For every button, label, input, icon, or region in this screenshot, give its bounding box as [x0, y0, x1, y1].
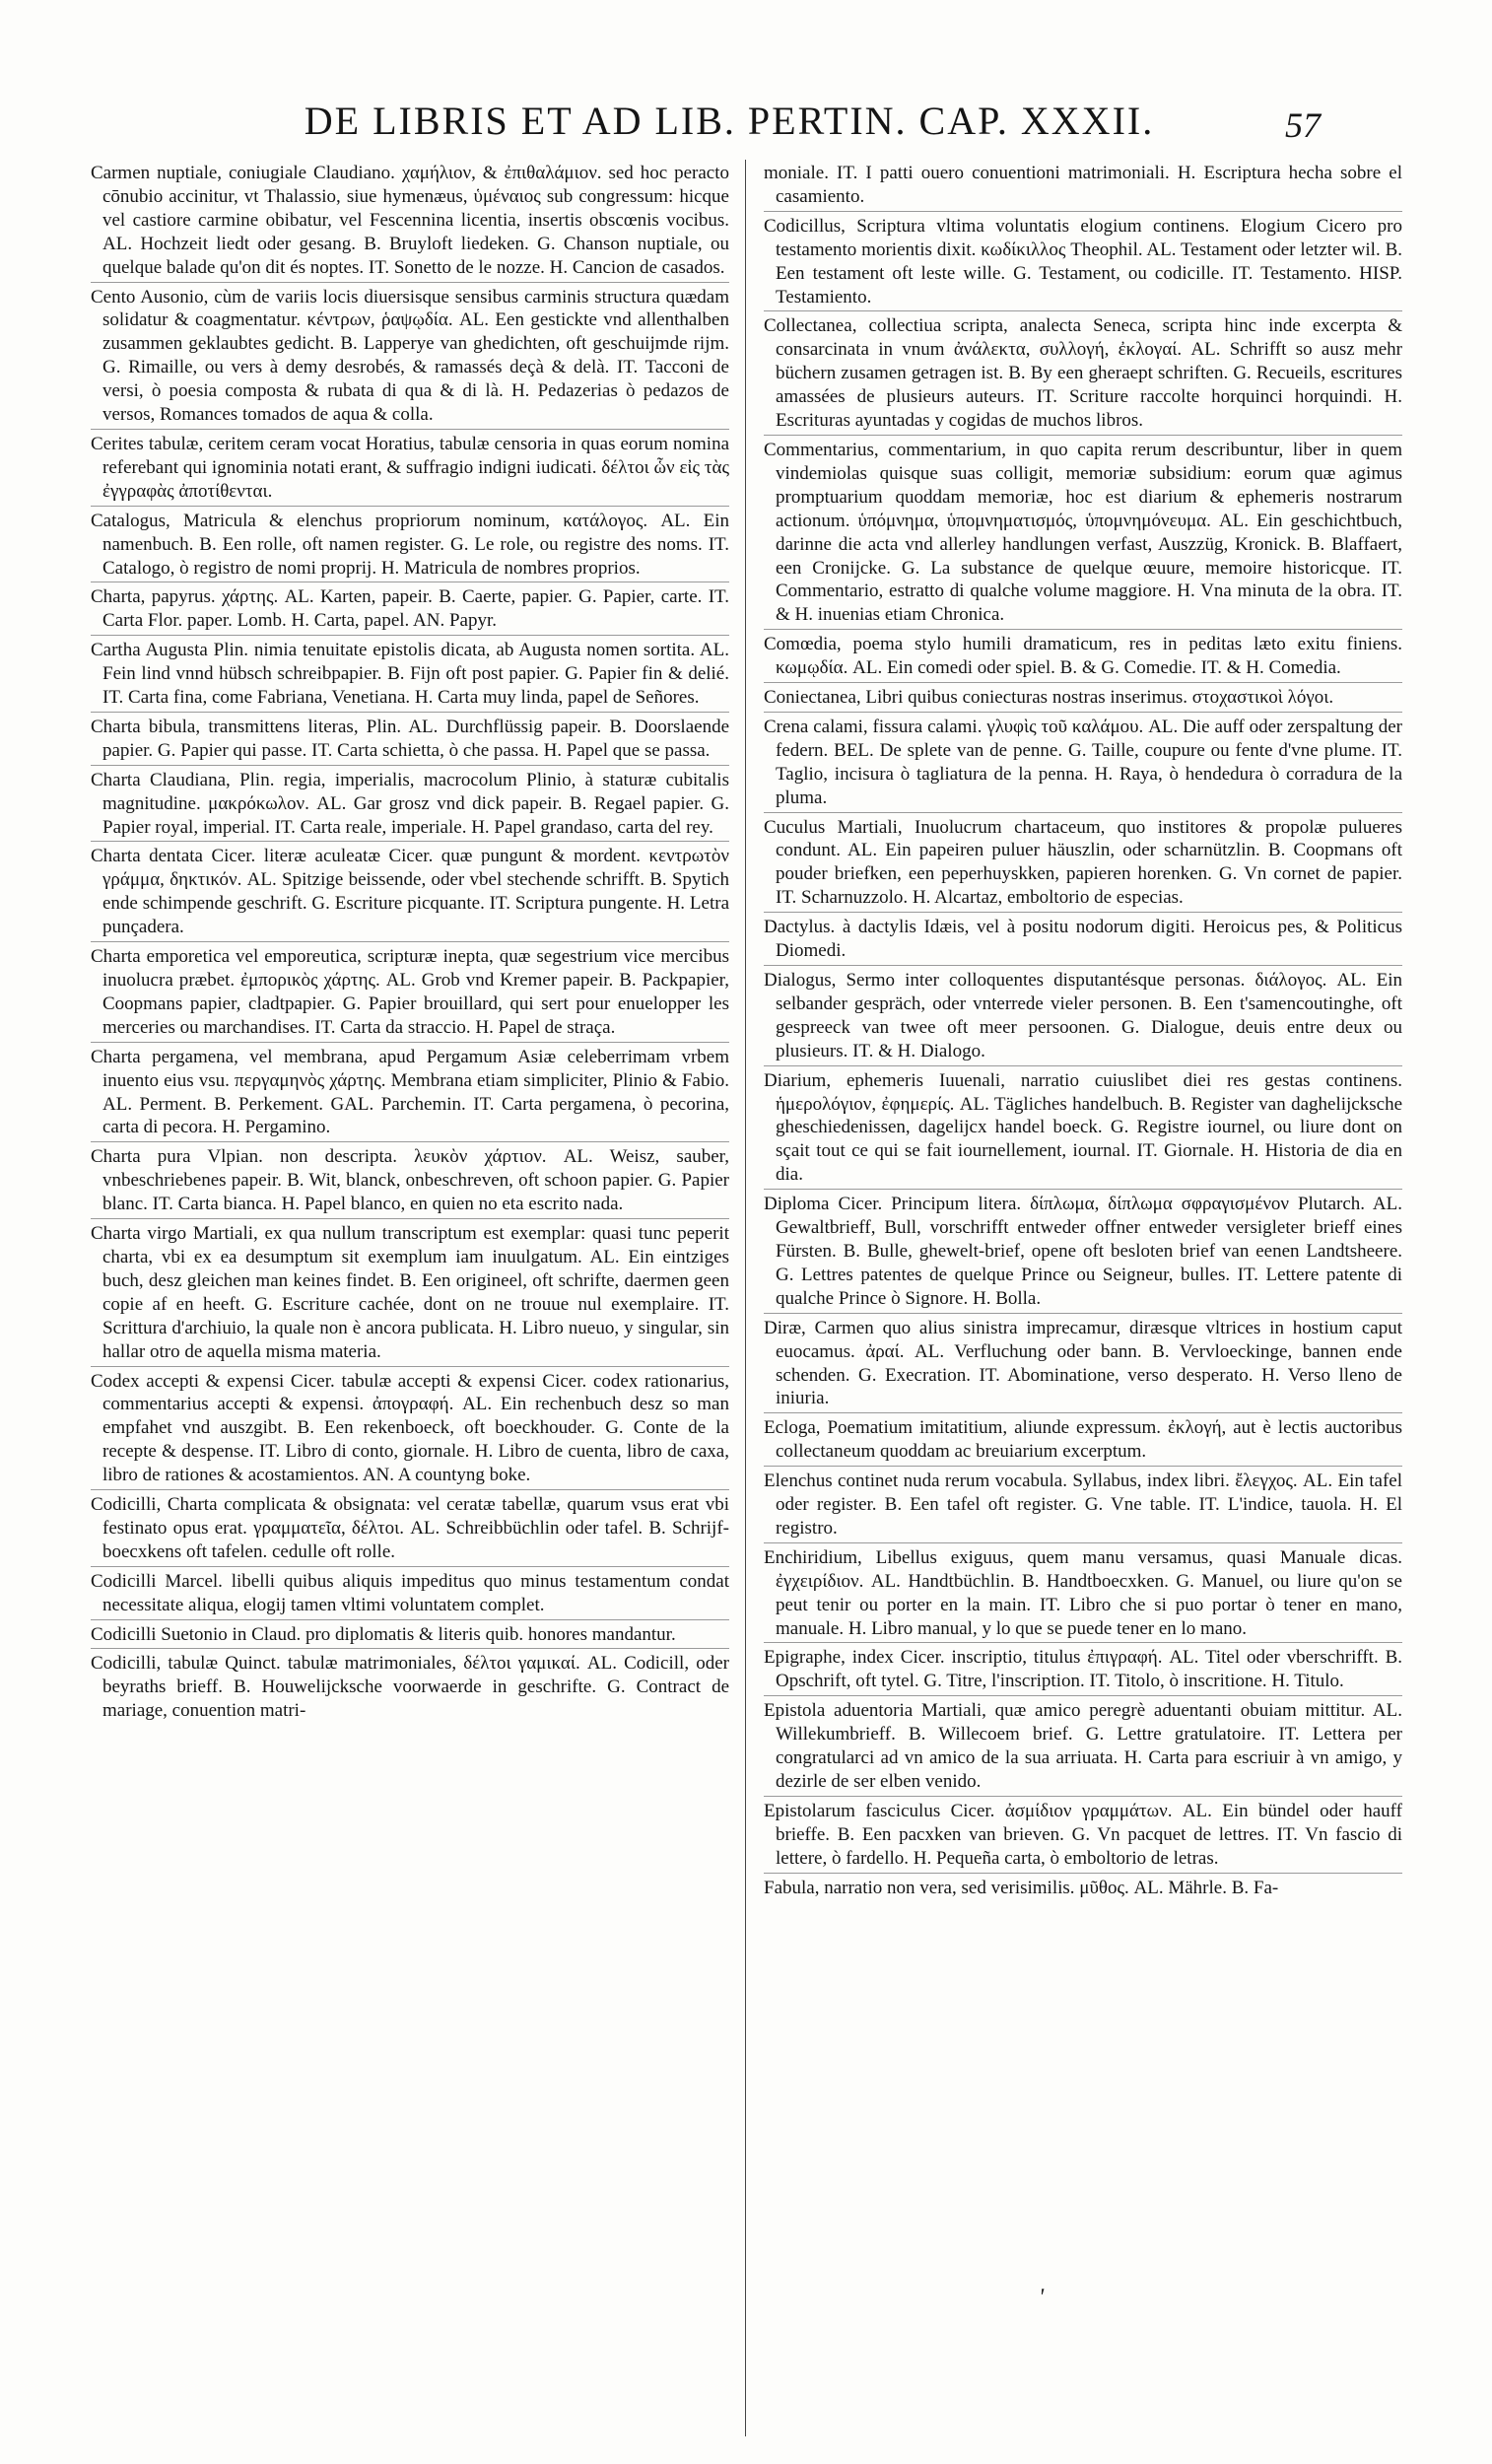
dictionary-entry	[91, 433, 729, 507]
dictionary-entry	[764, 1470, 1402, 1543]
dictionary-entry	[764, 1877, 1402, 1902]
dictionary-entry	[91, 1145, 729, 1219]
entry-definition: , transmittens literas, Plin. AL. Durchflüssig papeir. B. Doorslaende papier. G. Papier qui passe. IT. Carta schietta, ò che passa. H. Papel que se passa.	[102, 716, 730, 761]
entry-headword: Ecloga	[764, 1417, 816, 1439]
entry-headword: Charta, papyrus.	[91, 586, 216, 608]
entry-definition: Martiali, quæ amico peregrè aduentanti obuiam mittitur. AL. Willekumbrieff. B. Willecoem brief. G. Lettre gratulatoire. IT. Lettera per congratularci ad vn amico de la sua arriuata. H. Carta para escriuir à vn amigo, y dezirle de ser elben venido.	[776, 1700, 1402, 1792]
dictionary-entry	[91, 510, 729, 583]
dictionary-entry	[91, 585, 729, 636]
dictionary-entry	[91, 845, 729, 942]
dictionary-entry	[764, 215, 1402, 312]
entry-definition: , Carmen quo alius sinistra imprecamur, diræsque vltrices in hostium caput euocamus. ἀραί. AL. Verfluchung oder bann. B. Vervloeckinge, bannen ende schenden. G. Execration. IT. Abominatione, verso desperato. H. Verso lleno de iniuria.	[776, 1317, 1402, 1409]
dictionary-entry	[91, 1370, 729, 1491]
entry-definition: , ephemeris Iuuenali, narratio cuiuslibet diei res gestas continens. ἡμερολόγιον, ἐφημερίς. AL. Tägliches handelbuch. B. Register van daghelijcksche gheschiedenissen, dagelijcx handel boeck. G. Registre iournel, ou liure dont on sçait tout ce qui se fait iournellement, iournal. IT. Giornale. H. Historia de dia en dia.	[776, 1069, 1402, 1186]
entry-definition: , Charta complicata & obsignata: vel ceratæ tabellæ, quarum vsus erat vbi festinato opus erat. γραμματεῖα, δέλτοι. AL. Schreibbüchlin oder tafel. B. Schrijf-boecxkens oft tafelen. cedulle oft rolle.	[102, 1494, 729, 1562]
entry-headword: Charta virgo	[91, 1223, 187, 1245]
entry-headword: Epigraphe	[764, 1647, 842, 1669]
entry-headword: Dialogus	[764, 970, 832, 991]
entry-definition: , vel membrana, apud Pergamum Asiæ celeberrimam vrbem inuento eius vsu. περγαμηνὸς χάρτης. Membrana etiam simpliciter, Plinio & Fabio. AL. Perment. B. Perkement. GAL. Parchemin. IT. Carta pergamena, ò pecorina, carta di pecora. H. Pergamino.	[102, 1046, 730, 1138]
dictionary-entry	[91, 1623, 729, 1650]
entry-headword: Codicilli	[91, 1494, 157, 1516]
entry-headword: Charta dentata	[91, 846, 203, 867]
entry-headword: Diarium	[764, 1069, 827, 1091]
entry-headword: Collectanea	[764, 315, 852, 337]
dictionary-entry	[764, 1416, 1402, 1467]
entry-headword: Codicilli	[91, 1570, 157, 1592]
dictionary-entry	[764, 1646, 1402, 1696]
entry-definition: Marcel. libelli quibus aliquis impeditus quo minus testamentum condat necessitate aliqua, elogij tamen vltimi voluntatem complet.	[102, 1570, 729, 1615]
entry-headword: Charta pura	[91, 1146, 191, 1168]
entry-headword: Cerites tabulæ	[91, 433, 199, 454]
entry-definition: Cicer. literæ aculeatæ Cicer. quæ pungunt & mordent. κεντρωτὸν γράμμα, δηκτικόν. AL. Spitzige beissende, oder vbel stechende schrifft. B. Spytich ende schimpende geschrift. G. Escriture picquante. IT. Scriptura pungente. H. Letra punçadera.	[102, 846, 729, 938]
entry-headword: Dactylus	[764, 917, 831, 938]
entry-headword: Cuculus	[764, 816, 826, 838]
dictionary-entry	[764, 816, 1402, 914]
entry-definition: . à dactylis Idæis, vel à positu nodorum digiti. Heroicus pes, & Politicus Diomedi.	[776, 917, 1402, 962]
entry-definition: Vlpian. non descripta. λευκὸν χάρτιον. AL. Weisz, sauber, vnbeschriebenes papeir. B. Wit, blanck, onbeschreven, oft schoon papier. G. Papier blanc. IT. Carta bianca. H. Papel blanco, en quien no eta escrito nada.	[102, 1146, 730, 1215]
entry-definition: , commentarium, in quo capita rerum describuntur, liber in quem vindemiolas quisque suas colligit, memoriæ subsidium: eorum quæ agimus promptuarium quoddam memoriæ, hoc est diarium & ephemeris nostrarum actionum. ὑπόμνημα, ὑπομνηματισμός, ὑπομνημόνευμα. AL. Ein geschichtbuch, darinne die acta vnd allerley handlungen verfast, Auszzüg, Kronick. B. Blaffaert, een Cronijcke. G. La substance de quelque œuure, memoire historicque. IT. Commentario, estratto di qualche volume maggiore. H. Vna minuta de la obra. IT. & H. inuenias etiam Chronica.	[776, 439, 1402, 626]
entry-definition: , fissura calami. γλυφὶς τοῦ καλάμου. AL. Die auff oder zerspaltung der federn. BEL. De splete van de penne. G. Taille, coupure ou fente d'vne plume. IT. Taglio, incisura ò tagliatura de la penna. H. Raya, ò hendedura ò corradura de la pluma.	[776, 716, 1402, 808]
dictionary-entry	[764, 1317, 1402, 1414]
entry-definition: χάρτης. AL. Karten, papeir. B. Caerte, papier. G. Papier, carte. IT. Carta Flor. paper. Lomb. H. Carta, papel. AN. Papyr.	[102, 586, 729, 632]
entry-headword: Coniectanea	[764, 687, 856, 709]
entry-headword: Codicillus	[764, 215, 842, 237]
entry-headword: Charta emporetica	[91, 946, 231, 968]
left-column	[91, 162, 729, 1728]
entry-headword: Cento	[91, 286, 136, 308]
entry-definition: , Libri quibus coniecturas nostras inserimus. στοχαστικοὶ λόγοι.	[855, 687, 1334, 709]
entry-definition: Cicer. ἀσμίδιον γραμμάτων. AL. Ein bündel oder hauff brieffe. B. Een pacxken van brieven. G. Vn pacquet de lettres. IT. Vn fascio di lettere, ò fardello. H. Pequeña carta, ò emboltorio de letras.	[776, 1800, 1402, 1869]
entry-headword: Catalogus	[91, 510, 166, 531]
entry-headword: Epistolarum fasciculus	[764, 1800, 941, 1821]
dictionary-entry	[91, 1493, 729, 1567]
entry-definition: , narratio non vera, sed verisimilis. μῦθος. AL. Mährle. B. Fa-	[814, 1877, 1279, 1898]
column-divider	[745, 160, 746, 2436]
dictionary-entry	[91, 716, 729, 766]
entry-definition: , collectiua scripta, analecta Seneca, scripta hinc inde excerpta & consarcinata in vnum ἀνάλεκτα, συλλογή, ἐκλογαί. AL. Schrifft so ausz mehr büchern zusamen getragen ist. B. By een gheraept schriften. G. Recueils, escritures amassées de plusieurs auteurs. IT. Scriture raccolte horquinci horquindi. H. Escrituras ayuntadas y cogidas de muchos libros.	[776, 315, 1402, 432]
dictionary-entry	[91, 639, 729, 713]
entry-headword: Carmen nuptiale, coniugiale	[91, 163, 307, 183]
entry-headword: Diræ	[764, 1317, 801, 1338]
entry-definition: continet nuda rerum vocabula. Syllabus, index libri. ἔλεγχος. AL. Ein tafel oder register. B. Een tafel oft register. G. Vne table. IT. L'indice, tauola. H. El registro.	[776, 1471, 1402, 1539]
entry-definition: Plin. nimia tenuitate epistolis dicata, ab Augusta nomen sortita. AL. Fein lind vnnd hübsch schreibpapier. B. Fijn oft post papier. G. Papier fin & delié. IT. Carta fina, come Fabriana, Venetiana. H. Carta muy linda, papel de Señores.	[102, 640, 729, 709]
dictionary-entry	[764, 716, 1402, 813]
dictionary-entry	[91, 162, 729, 283]
dictionary-entry	[91, 1222, 729, 1366]
entry-headword: Enchiridium	[764, 1546, 857, 1568]
entry-headword: Elenchus	[764, 1471, 833, 1492]
running-title: DE LIBRIS ET AD LIB. PERTIN. CAP. XXXII.	[304, 99, 1155, 143]
entry-definition: Cicer. Principum litera. δίπλωμα, δίπλωμα σφραγισμένον Plutarch. AL. Gewaltbrieff, Bull, vorschrifft entweder offner entweder versigleter brieff eines Fürsten. B. Bulle, ghewelt-brief, opene oft besloten brief van eenen Landtsheere. G. Lettres patentes de quelque Prince ou Seigneur, bulles. IT. Lettere patente di qualche Prince ò Signore. H. Bolla.	[776, 1194, 1402, 1309]
dictionary-entry	[764, 439, 1402, 630]
dictionary-entry	[764, 686, 1402, 713]
dictionary-entry	[764, 1699, 1402, 1797]
entry-definition: , Sermo inter colloquentes disputantésque personas. διάλογος. AL. Ein selbander gespräch, oder vnterrede vieler personen. B. Een t'samencoutinghe, oft gespreeck van twee oft meer persoonen. G. Dialogue, deuis entre deux ou plusieurs. IT. & H. Dialogo.	[776, 970, 1402, 1061]
dictionary-entry	[764, 969, 1402, 1066]
dictionary-entry	[764, 1546, 1402, 1644]
ink-mark: ʹ	[1039, 2285, 1045, 2310]
entry-headword: Charta pergamena	[91, 1046, 235, 1067]
entry-definition: , ceritem ceram vocat Horatius, tabulæ censoria in quas eorum nomina referebant qui ignominia notati erant, & suffragio indigni iudicati. δέλτοι ὧν εἰς τὰς ἐγγραφὰς ἀποτίθενται.	[102, 433, 730, 502]
entry-definition: , Scriptura vltima voluntatis elogium continens. Elogium Cicero pro testamento morientis dixit. κωδίκιλλος Theophil. AL. Testament oder letzter wil. B. Een testament oft leste wille. G. Testament, ou codicille. IT. Testamento. HISP. Testamiento.	[776, 215, 1402, 308]
dictionary-entry	[91, 286, 729, 430]
entry-headword: Charta Claudiana	[91, 769, 226, 790]
entry-headword: Diploma	[764, 1194, 830, 1215]
entry-definition: , index Cicer. inscriptio, titulus ἐπιγραφή. AL. Titel oder vberschrifft. B. Opschrift, oft tytel. G. Titre, l'inscription. IT. Titolo, ò inscritione. H. Titulo.	[776, 1647, 1402, 1692]
entry-definition: , Libellus exiguus, quem manu versamus, quasi Manuale dicas. ἐγχειρίδιον. AL. Handtbüchlin. B. Handtboecxken. G. Manuel, ou liure qu'on se peut tenir ou porter en la main. IT. Libro che si puo portar ò tener en mano, manuale. H. Libro manual, y lo que se puede tener en lo mano.	[776, 1546, 1402, 1639]
dictionary-entry	[91, 1570, 729, 1620]
entry-definition: Suetonio in Claud. pro diplomatis & literis quib. honores mandantur.	[156, 1623, 676, 1645]
entry-headword: Codicilli	[91, 1623, 157, 1645]
entry-definition: vel emporeutica, scripturæ inepta, quæ segestrium vice mercibus inuolucra præbet. ἐμπορικὸς χάρτης. AL. Grob vnd Kremer papeir. B. Packpapier, Coopmans papier, cladtpapier. G. Papier brouillard, qui sert pour enuelopper les merceries ou marchandises. IT. Carta da straccio. H. Papel de straça.	[102, 946, 730, 1038]
dictionary-entry	[91, 1046, 729, 1143]
dictionary-entry	[764, 1193, 1402, 1314]
entry-definition: Martiali, ex qua nullum transcriptum est exemplar: quasi tunc peperit charta, vbi ex ea desumptum sit exemplum iam inuulgatum. AL. Ein eintziges buch, desz gleichen man keines findet. B. Een origineel, oft schrifte, daermen geen copie af en heeft. G. Escriture cachée, dont on ne trouue nul exemplaire. IT. Scrittura d'archiuio, la quale non è ancora publicata. H. Libro nueuo, y singular, sin hallar otro de aquella misma materia.	[102, 1223, 729, 1362]
dictionary-entry	[764, 314, 1402, 436]
entry-definition: , tabulæ Quinct. tabulæ matrimoniales, δέλτοι γαμικαί. AL. Codicill, oder beyraths brieff. B. Houwelijcksche voorwaerde in geschrifte. G. Contract de mariage, conuention matri-	[102, 1653, 729, 1722]
entry-definition: Ausonio, cùm de variis locis diuersisque sensibus carminis structura quædam solidatur & coagmentatur. κέντρων, ῥαψῳδία. AL. Een gestickte vnd allenthalben zusammen geklaubtes gedicht. B. Lapperye van ghedichten, oft geschuijmde rijm. G. Rimaille, ou vers à demy desrobés, & ramassés deçà & delà. IT. Tacconi de versi, ò poesia composta & rubata di qua & di là. H. Pedazerias ò pedazos de versos, Romances tomados de aqua & colla.	[102, 286, 729, 426]
entry-definition: , Plin. regia, imperialis, macrocolum Plinio, à staturæ cubitalis magnitudine. μακρόκωλον. AL. Gar grosz vnd dick papeir. B. Regael papier. G. Papier royal, imperial. IT. Carta reale, imperiale. H. Papel grandaso, carta del rey.	[102, 769, 729, 838]
right-column	[764, 162, 1402, 1905]
entry-headword: Crena calami	[764, 716, 863, 737]
entry-definition: Claudiano. χαμήλιον, & ἐπιθαλάμιον. sed hoc peracto cōnubio accinitur, vt Thalassio, siue hymenæus, ὑμέναιος sub congressum: hicque vel castiore carmine obibatur, vel Fescennina licentia, insertis obscœnis vocibus. AL. Hochzeit liedt oder gesang. B. Bruyloft liedeken. G. Chanson nuptiale, ou quelque balade qu'on dit és noptes. IT. Sonetto de le nozze. H. Cancion de casados.	[102, 163, 729, 278]
entry-headword: Codicilli	[91, 1653, 157, 1675]
entry-definition: , Poematium imitatitium, aliunde expressum. ἐκλογή, aut è lectis auctoribus collectaneum quoddam ac breuiarium excerptum.	[776, 1417, 1402, 1463]
entry-headword: Fabula	[764, 1877, 815, 1898]
dictionary-entry	[764, 633, 1402, 683]
page-number: 57	[1285, 105, 1321, 145]
entry-headword: Commentarius	[764, 439, 874, 460]
dictionary-entry	[764, 916, 1402, 966]
entry-headword: Charta bibula	[91, 716, 196, 737]
dictionary-entry	[764, 162, 1402, 212]
dictionary-entry	[91, 945, 729, 1043]
dictionary-entry	[764, 1069, 1402, 1191]
entry-headword: Comœdia	[764, 634, 837, 655]
entry-definition: , Matricula & elenchus propriorum nominum, κατάλογος. AL. Ein namenbuch. B. Een rolle, oft namen register. G. Le role, ou registre des noms. IT. Catalogo, ò registro de nomi proprij. H. Matricula de nombres proprios.	[102, 510, 729, 579]
dictionary-entry	[91, 1652, 729, 1725]
entry-definition: Martiali, Inuolucrum chartaceum, quo institores & propolæ pulueres condunt. AL. Ein papeiren puluer häuszlin, oder scharnützlin. B. Coopmans oft pouder briefken, een peperhuyskken, papieren horenken. G. Vn cornet de papier. IT. Scharnuzzolo. H. Alcartaz, emboltorio de especias.	[776, 816, 1402, 909]
entry-definition: moniale. IT. I patti ouero conuentioni matrimoniali. H. Escriptura hecha sobre el casamiento.	[764, 163, 1402, 207]
dictionary-entry	[91, 769, 729, 843]
dictionary-entry	[764, 1800, 1402, 1874]
page-header	[217, 87, 1321, 156]
entry-definition: Cicer. tabulæ accepti & expensi Cicer. codex rationarius, commentarius accepti & expensi. ἀπογραφή. AL. Ein rechenbuch desz so man empfahet vnd auszgibt. B. Een rekenboeck, oft boeckhouder. G. Conte de la recepte & despense. IT. Libro di conto, giornale. H. Libro de cuenta, libro de caxa, libro de rationes & acostamientos. AN. A countyng boke.	[102, 1370, 729, 1486]
entry-headword: Cartha Augusta	[91, 640, 208, 661]
entry-definition: , poema stylo humili dramaticum, res in peditas læto exitu finiens. κωμῳδία. AL. Ein comedi oder spiel. B. & G. Comedie. IT. & H. Comedia.	[776, 634, 1402, 679]
entry-headword: Epistola aduentoria	[764, 1700, 914, 1722]
entry-headword: Codex accepti & expensi	[91, 1370, 285, 1392]
